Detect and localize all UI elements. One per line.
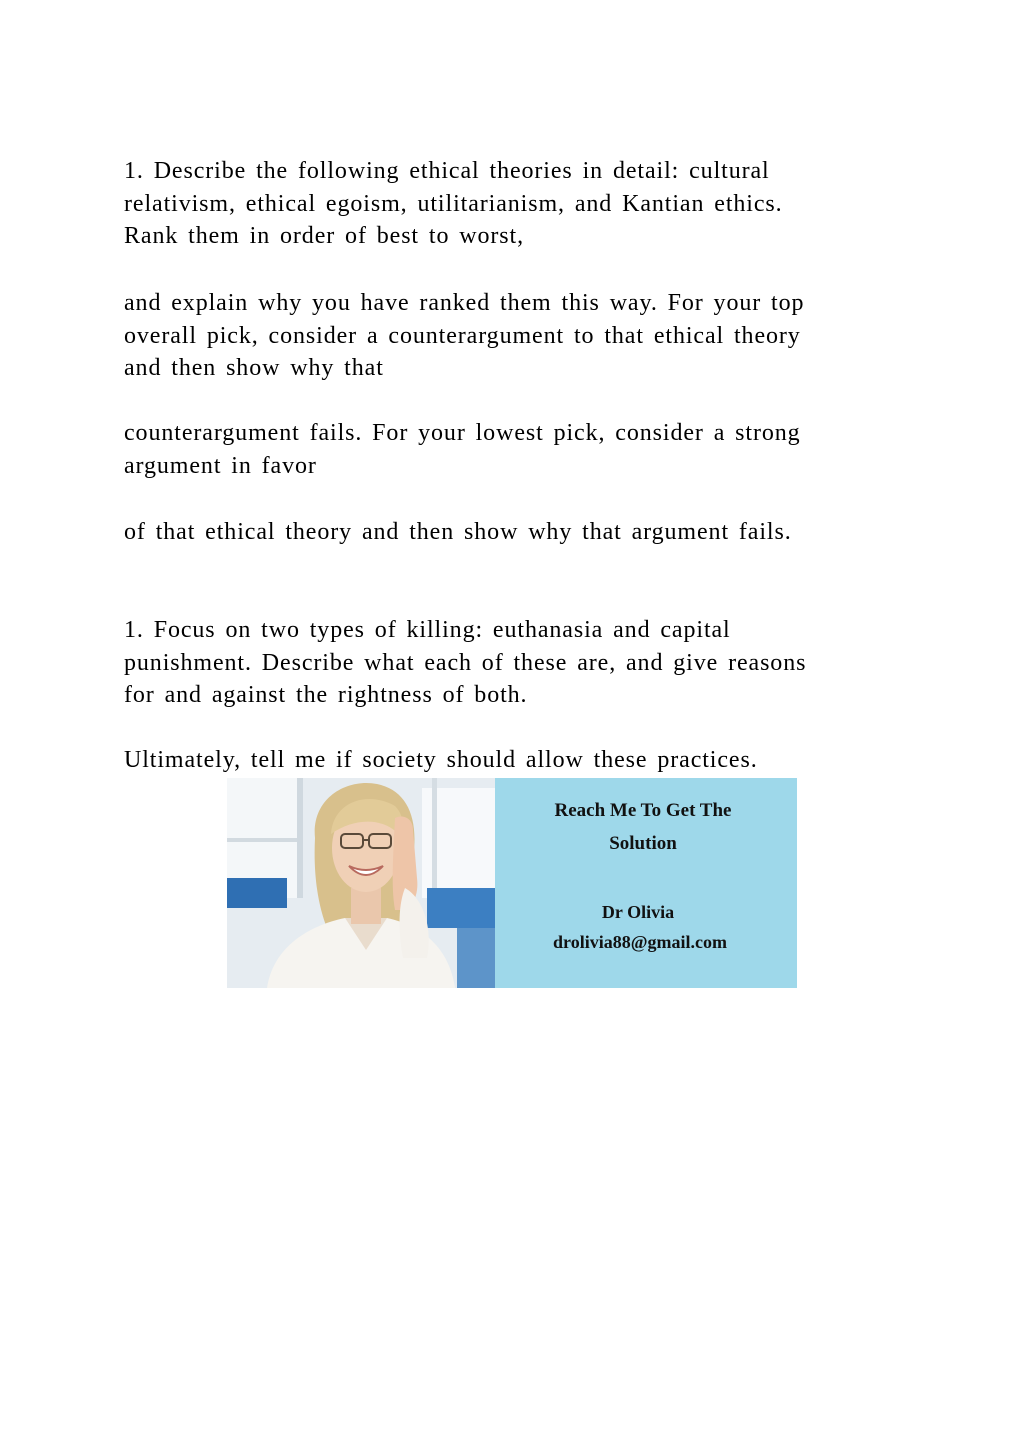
text-line: of that ethical theory and then show why that argument fails. — [124, 519, 792, 545]
paragraph-conclusion — [124, 744, 884, 777]
contact-name: Dr Olivia — [601, 902, 675, 922]
text-line: for and against the rightness of both. — [124, 682, 528, 709]
contact-ad-banner — [227, 778, 797, 988]
paragraph-question-2 — [124, 614, 884, 712]
woman-photo — [227, 778, 495, 988]
paragraph-question-1-continued — [124, 287, 884, 385]
cta-line-1: Reach Me To Get The — [554, 800, 732, 821]
contact-info-panel — [495, 778, 797, 988]
cta-text — [495, 794, 791, 860]
text-line: counterargument fails. For your lowest pick, consider a strong — [124, 420, 801, 446]
paragraph-counterargument — [124, 417, 884, 482]
paragraph-argument-fails — [124, 516, 884, 549]
text-line: 1. Describe the following ethical theories in detail: cultural — [124, 158, 770, 184]
text-line: relativism, ethical egoism, utilitarianism, and Kantian ethics. — [124, 190, 783, 217]
text-line: punishment. Describe what each of these are, and give reasons — [124, 649, 807, 676]
paragraph-question-1 — [124, 155, 884, 253]
text-line: 1. Focus on two types of killing: euthanasia and capital — [124, 617, 731, 643]
text-line: Rank them in order of best to worst, — [124, 223, 525, 250]
text-line: argument in favor — [124, 452, 317, 479]
contact-email: drolivia88@gmail.com — [553, 932, 727, 952]
cta-line-2: Solution — [609, 833, 677, 854]
text-line: and then show why that — [124, 355, 384, 382]
text-line: Ultimately, tell me if society should allow these practices. — [124, 747, 758, 773]
woman-photo-illustration — [227, 778, 495, 988]
text-line: and explain why you have ranked them this way. For your top — [124, 290, 805, 316]
text-line: overall pick, consider a counterargument to that ethical theory — [124, 322, 801, 349]
